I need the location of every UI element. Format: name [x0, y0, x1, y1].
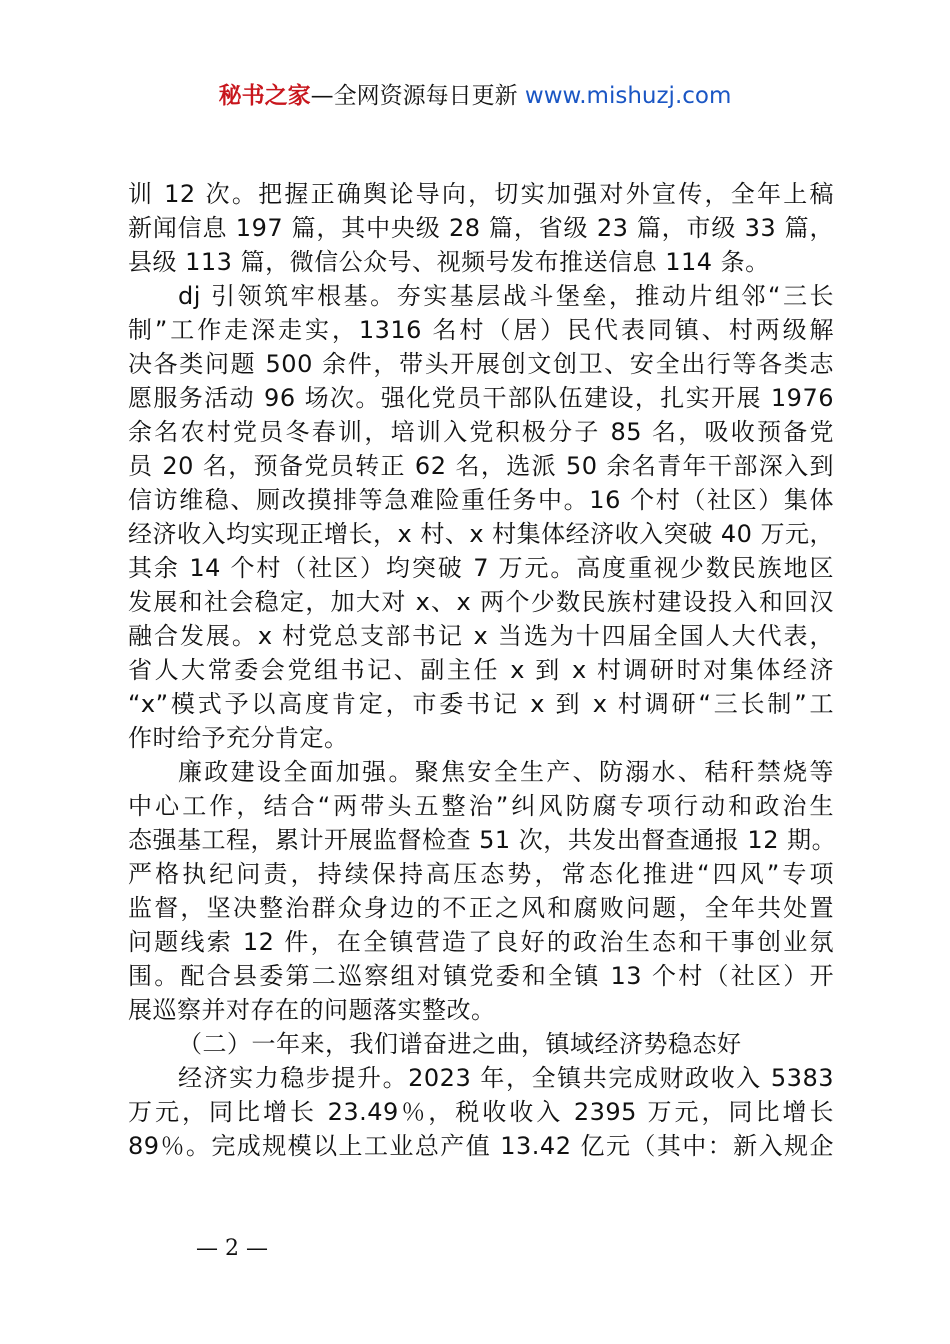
text-line: 融合发展。x 村党总支部书记 x 当选为十四届全国人大代表，	[128, 622, 834, 650]
text-line: 严格执纪问责，持续保持高压态势，常态化推进“四风”专项	[128, 860, 834, 888]
text-line: 围。配合县委第二巡察组对镇党委和全镇 13 个村（社区）开	[128, 962, 834, 990]
site-tagline: —全网资源每日更新	[310, 83, 525, 109]
text-line: 万元，同比增长 23.49％，税收收入 2395 万元，同比增长	[128, 1098, 834, 1126]
site-header	[0, 80, 950, 112]
page-number: — 2 —	[196, 1236, 268, 1261]
text-line: 愿服务活动 96 场次。强化党员干部队伍建设，扎实开展 1976	[128, 384, 834, 412]
text-line: 89％。完成规模以上工业总产值 13.42 亿元（其中：新入规企	[128, 1132, 834, 1160]
text-line: 信访维稳、厕改摸排等急难险重任务中。16 个村（社区）集体	[128, 486, 834, 514]
text-line: 态强基工程，累计开展监督检查 51 次，共发出督查通报 12 期。	[128, 826, 837, 854]
site-brand: 秘书之家	[218, 83, 311, 109]
text-line: 新闻信息 197 篇，其中央级 28 篇，省级 23 篇，市级 33 篇，	[128, 214, 834, 242]
text-line: 作时给予充分肯定。	[128, 724, 349, 752]
section-heading: （二）一年来，我们谱奋进之曲，镇域经济势稳态好	[178, 1030, 742, 1058]
site-url-link[interactable]: www.mishuzj.com	[524, 83, 732, 109]
text-line: 县级 113 篇，微信公众号、视频号发布推送信息 114 条。	[128, 248, 770, 276]
text-line: 问题线索 12 件，在全镇营造了良好的政治生态和干事创业氛	[128, 928, 834, 956]
text-line: 经济收入均实现正增长，x 村、x 村集体经济收入突破 40 万元，	[128, 520, 834, 548]
text-line: 制”工作走深走实，1316 名村（居）民代表同镇、村两级解	[128, 316, 834, 344]
text-line: 省人大常委会党组书记、副主任 x 到 x 村调研时对集体经济	[128, 656, 834, 684]
text-line: 余名农村党员冬春训，培训入党积极分子 85 名，吸收预备党	[128, 418, 834, 446]
text-line: 发展和社会稳定，加大对 x、x 两个少数民族村建设投入和回汉	[128, 588, 834, 616]
paragraph-start-line: 经济实力稳步提升。2023 年，全镇共完成财政收入 5383	[178, 1064, 834, 1092]
text-line: “x”模式予以高度肯定，市委书记 x 到 x 村调研“三长制”工	[128, 690, 834, 718]
text-line: 决各类问题 500 余件，带头开展创文创卫、安全出行等各类志	[128, 350, 834, 378]
text-line: 员 20 名，预备党员转正 62 名，选派 50 余名青年干部深入到	[128, 452, 834, 480]
paragraph-start-line: 廉政建设全面加强。聚焦安全生产、防溺水、秸秆禁烧等	[178, 758, 834, 786]
document-body	[128, 177, 837, 1163]
text-line: 展巡察并对存在的问题落实整改。	[128, 996, 496, 1024]
paragraph-start-line: dj 引领筑牢根基。夯实基层战斗堡垒，推动片组邻“三长	[178, 282, 834, 310]
text-line: 训 12 次。把握正确舆论导向，切实加强对外宣传，全年上稿	[128, 180, 834, 208]
text-line: 监督，坚决整治群众身边的不正之风和腐败问题，全年共处置	[128, 894, 834, 922]
text-line: 其余 14 个村（社区）均突破 7 万元。高度重视少数民族地区	[128, 554, 834, 582]
text-line: 中心工作，结合“两带头五整治”纠风防腐专项行动和政治生	[128, 792, 834, 820]
